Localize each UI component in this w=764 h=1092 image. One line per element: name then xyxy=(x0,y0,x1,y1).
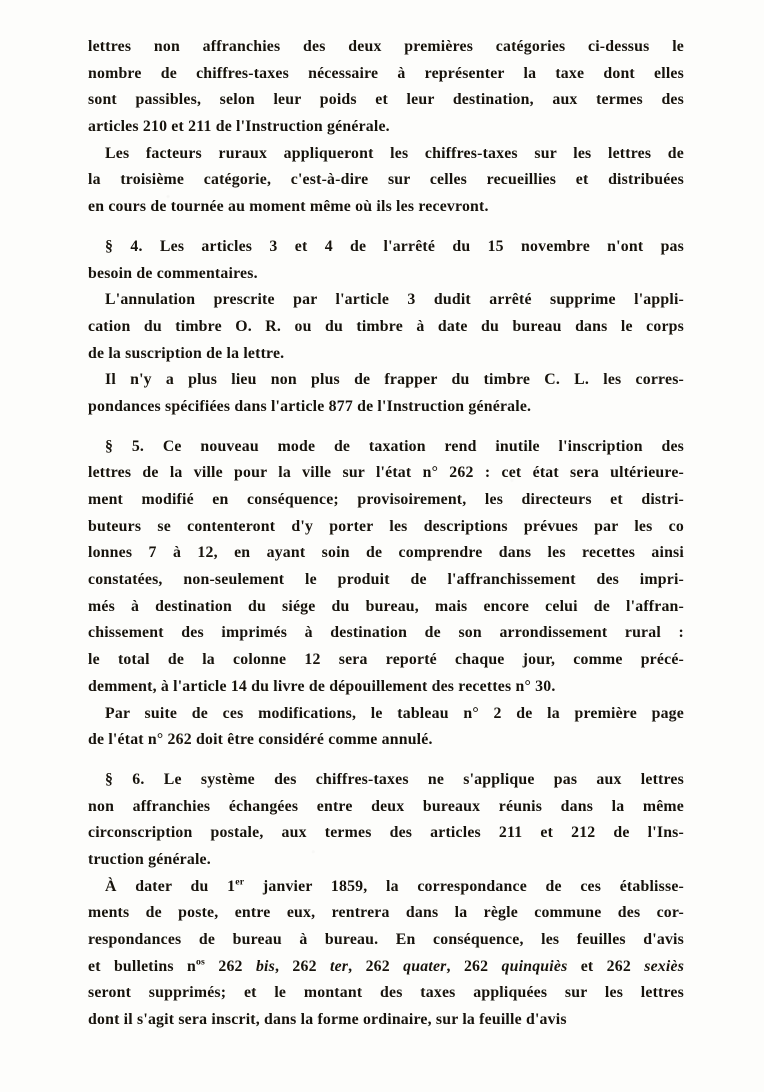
text-segment: lonnes 7 à 12, en ayant soin de comprendre dans les recettes ainsi xyxy=(88,544,684,562)
text-segment: § 6. Le système des chiffres-taxes ne s'applique pas aux lettres xyxy=(105,770,684,788)
text-line xyxy=(88,167,684,194)
text-line xyxy=(88,820,684,847)
text-segment: besoin de commentaires. xyxy=(88,264,258,282)
text-segment: sont passibles, selon leur poids et leur destination, aux termes des xyxy=(88,91,684,109)
text-segment: de la suscription de la lettre. xyxy=(88,344,285,362)
text-line xyxy=(88,927,684,954)
text-segment: truction générale. xyxy=(88,850,211,868)
text-segment: et bulletins n xyxy=(88,957,196,975)
text-segment: articles 210 et 211 de l'Instruction générale. xyxy=(88,118,390,136)
text-segment: seront supprimés; et le montant des taxes appliquées sur les lettres xyxy=(88,984,684,1002)
text-line xyxy=(88,594,684,621)
text-segment: le total de la colonne 12 sera reporté chaque jour, comme précé- xyxy=(88,651,684,669)
text-segment: chissement des imprimés à destination de son arrondissement rural : xyxy=(88,624,684,642)
text-line xyxy=(88,701,684,728)
text-segment: constatées, non-seulement le produit de l'affranchissement des impri- xyxy=(88,571,684,589)
italic-text: ter xyxy=(330,957,349,975)
text-segment: , 262 xyxy=(348,957,404,975)
text-line xyxy=(88,567,684,594)
text-line xyxy=(88,367,684,394)
text-line xyxy=(88,261,684,288)
italic-text: bis xyxy=(255,957,275,975)
text-segment: Par suite de ces modifications, le tableau n° 2 de la première page xyxy=(105,704,684,722)
text-segment: buteurs se contenteront d'y porter les descriptions prévues par les co xyxy=(88,517,684,535)
text-segment: À dater du 1 xyxy=(105,877,236,895)
italic-text: quinquiès xyxy=(501,957,568,975)
text-segment: janvier 1859, la correspondance de ces établisse- xyxy=(244,877,685,895)
p5-timbre-cl xyxy=(88,367,684,420)
text-line xyxy=(88,234,684,261)
text-line xyxy=(88,980,684,1007)
text-line xyxy=(88,487,684,514)
text-line xyxy=(88,794,684,821)
superscript-text: os xyxy=(195,956,206,968)
text-line xyxy=(88,674,684,701)
text-segment: non affranchies échangées entre deux bureaux réunis dans la même xyxy=(88,797,684,815)
text-segment: Les facteurs ruraux appliqueront les chiffres-taxes sur les lettres de xyxy=(105,144,684,162)
text-line xyxy=(88,727,684,754)
text-segment: 262 xyxy=(205,957,256,975)
text-line xyxy=(88,647,684,674)
text-line xyxy=(88,34,684,61)
text-line xyxy=(88,620,684,647)
text-line xyxy=(88,767,684,794)
text-line xyxy=(88,954,684,981)
text-segment: et 262 xyxy=(567,957,645,975)
text-segment: , 262 xyxy=(274,957,330,975)
text-segment: la troisième catégorie, c'est-à-dire sur celles recueillies et distribuées xyxy=(88,171,684,189)
text-line xyxy=(88,847,684,874)
p2-facteurs-ruraux xyxy=(88,141,684,221)
text-segment: § 5. Ce nouveau mode de taxation rend inutile l'inscription des xyxy=(105,437,684,455)
text-segment: més à destination du siége du bureau, mais encore celui de l'affran- xyxy=(88,597,684,615)
text-line xyxy=(88,514,684,541)
text-segment: lettres de la ville pour la ville sur l'état n° 262 : cet état sera ultérieure- xyxy=(88,464,684,482)
text-segment: circonscription postale, aux termes des articles 211 et 212 de l'Ins- xyxy=(88,824,684,842)
text-segment: en cours de tournée au moment même où ils les recevront. xyxy=(88,198,489,216)
page-text xyxy=(88,34,684,1034)
text-line xyxy=(88,460,684,487)
p8-section-6 xyxy=(88,767,684,874)
text-segment: demment, à l'article 14 du livre de dépouillement des recettes n° 30. xyxy=(88,677,556,695)
text-segment: § 4. Les articles 3 et 4 de l'arrêté du 15 novembre n'ont pas xyxy=(105,237,684,255)
text-segment: dont il s'agit sera inscrit, dans la forme ordinaire, sur la feuille d'avis xyxy=(88,1011,567,1029)
text-segment: ment modifié en conséquence; provisoirement, les directeurs et distri- xyxy=(88,491,684,508)
italic-text: sexiès xyxy=(644,957,685,975)
p6-section-5 xyxy=(88,434,684,701)
text-line xyxy=(88,314,684,341)
text-line xyxy=(88,341,684,368)
text-segment: pondances spécifiées dans l'article 877 de l'Instruction générale. xyxy=(88,397,532,415)
text-segment: respondances de bureau à bureau. En conséquence, les feuilles d'avis xyxy=(88,931,684,948)
italic-text: quater xyxy=(403,957,447,975)
p7-tableau-annule xyxy=(88,701,684,754)
text-segment: nombre de chiffres-taxes nécessaire à représenter la taxe dont elles xyxy=(88,64,684,82)
text-line xyxy=(88,434,684,461)
text-segment: , 262 xyxy=(446,957,502,975)
text-segment: de l'état n° 262 doit être considéré comme annulé. xyxy=(88,731,433,749)
text-line xyxy=(88,540,684,567)
superscript-text: er xyxy=(235,876,245,888)
text-line xyxy=(88,394,684,421)
text-line xyxy=(88,61,684,88)
text-line xyxy=(88,87,684,114)
text-line xyxy=(88,194,684,221)
text-segment: ments de poste, entre eux, rentrera dans la règle commune des cor- xyxy=(88,904,684,922)
p9-janvier-1859 xyxy=(88,874,684,1034)
p4-annulation xyxy=(88,287,684,367)
p3-section-4 xyxy=(88,234,684,287)
text-line xyxy=(88,1007,684,1034)
text-segment: Il n'y a plus lieu non plus de frapper du timbre C. L. les corres- xyxy=(105,371,684,389)
p1-continuation xyxy=(88,34,684,141)
text-line xyxy=(88,114,684,141)
text-segment: L'annulation prescrite par l'article 3 dudit arrêté supprime l'appli- xyxy=(105,291,684,309)
text-line xyxy=(88,287,684,314)
text-line xyxy=(88,874,684,901)
text-line xyxy=(88,900,684,927)
text-line xyxy=(88,141,684,168)
text-segment: cation du timbre O. R. ou du timbre à date du bureau dans le corps xyxy=(88,317,684,335)
text-segment: lettres non affranchies des deux premières catégories ci-dessus le xyxy=(88,38,684,55)
